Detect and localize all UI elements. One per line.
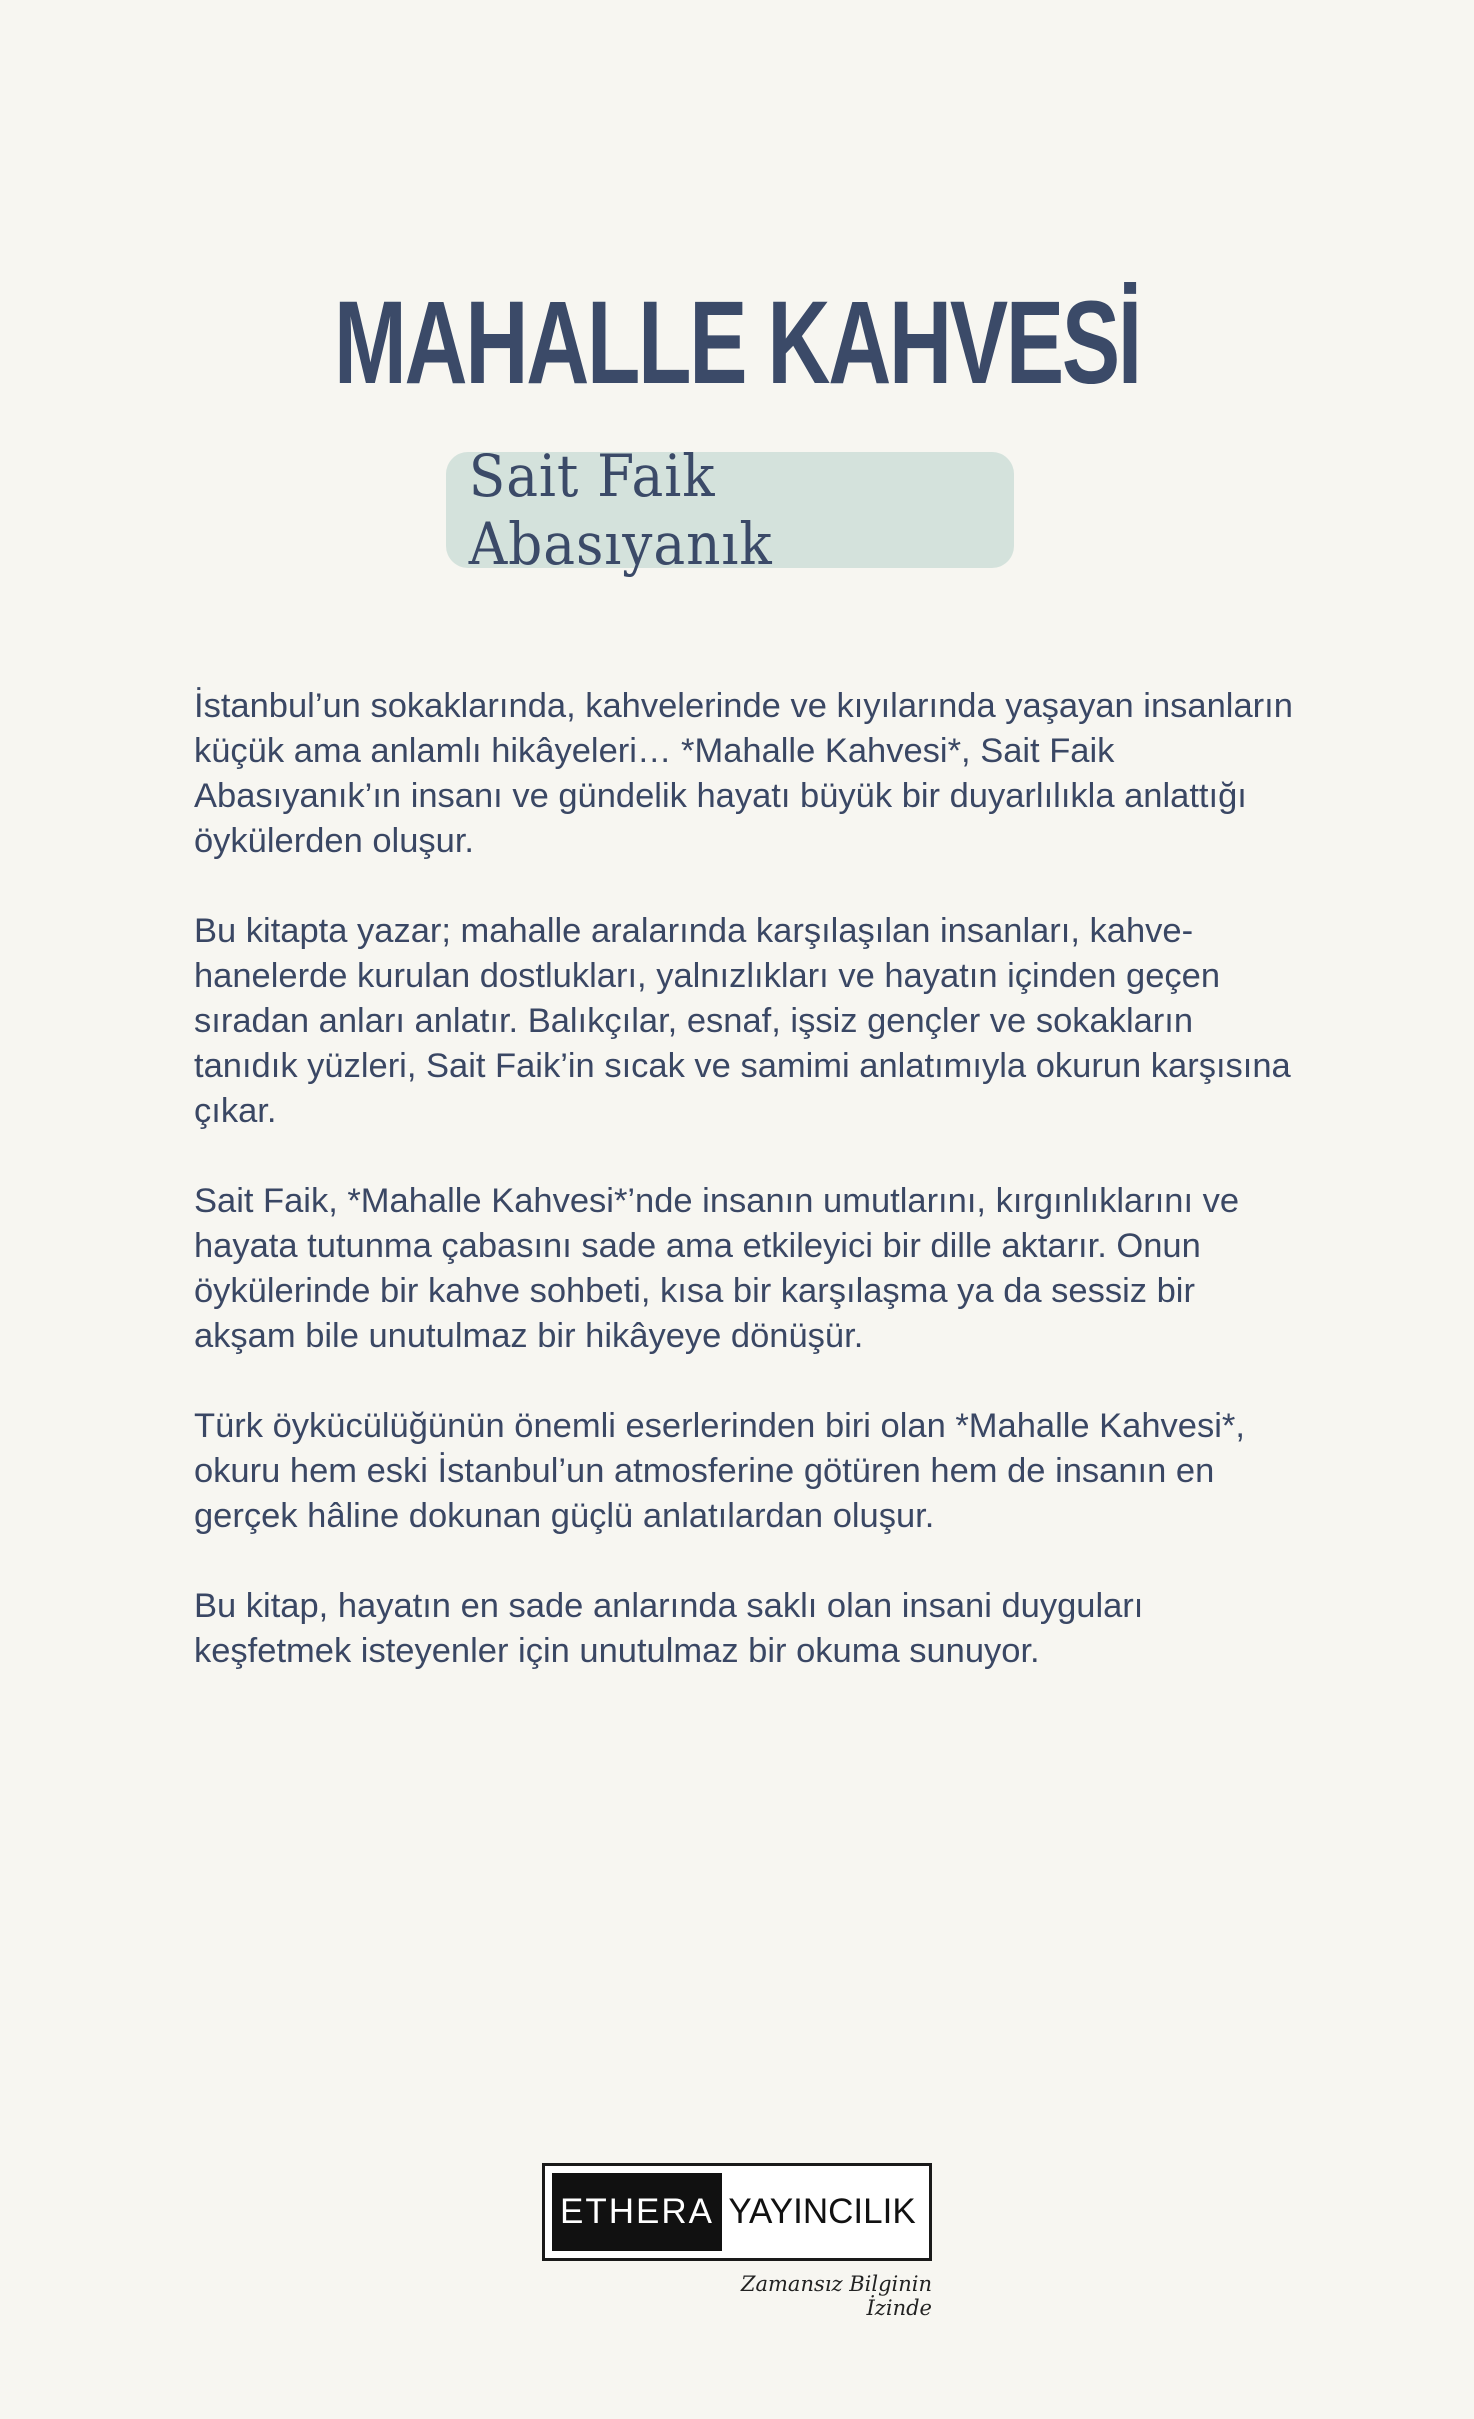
back-cover-blurb bbox=[194, 684, 1304, 1719]
publisher-logo-name: ETHERA bbox=[552, 2173, 722, 2251]
blurb-paragraph: Bu kitap, hayatın en sade anlarında saklı olan insani duyguları keşfetmek isteyenler için unutulmaz bir okuma sunuyor. bbox=[194, 1587, 1144, 1670]
publisher-logo-suffix: YAYINCILIK bbox=[728, 2192, 916, 2231]
publisher-logo bbox=[542, 2163, 932, 2261]
author-name: Sait Faik Abasıyanık bbox=[468, 442, 773, 578]
author-badge bbox=[446, 442, 1014, 578]
book-title: MAHALLE KAHVESİ bbox=[334, 277, 1140, 409]
blurb-paragraph: Türk öykücülüğünün önemli eserlerinden biri olan *Mahalle Kahvesi*, okuru hem eski İstanbul’un atmosferine götüren hem de insanın en gerçek hâline dokunan güçlü anlatılardan oluşur. bbox=[194, 1407, 1245, 1535]
publisher-slogan: Zamansız Bilginin İzinde bbox=[740, 2272, 932, 2320]
blurb-paragraph: Sait Faik, *Mahalle Kahvesi*’nde insanın umutlarını, kırgınlıklarını ve hayata tutunma çabasını sade ama etkileyici bir dille aktarır. Onun öykülerinde bir kahve sohbeti, kısa bir karşılaşma ya da sessiz bir akşam bile unutulmaz bir hikâyeye dönüşür. bbox=[194, 1182, 1240, 1355]
blurb-paragraph: Bu kitapta yazar; mahalle aralarında karşılaşılan insanları, kahve-hanelerde kurulan dostlukları, yalnızlıkları ve hayatın içinden geçen sıradan anları anlatır. Balıkçılar, esnaf, işsiz gençler ve sokakların tanıdık yüzleri, Sait Faik’in sıcak ve samimi anlatımıyla okurun karşısına çıkar. bbox=[194, 912, 1291, 1130]
blurb-paragraph: İstanbul’un sokaklarında, kahvelerinde ve kıyılarında yaşayan insanların küçük ama anlamlı hikâyeleri… *Mahalle Kahvesi*, Sait Faik Abasıyanık’ın insanı ve gündelik hayatı büyük bir duyarlılıkla anlattığı öykülerden oluşur. bbox=[194, 687, 1293, 860]
